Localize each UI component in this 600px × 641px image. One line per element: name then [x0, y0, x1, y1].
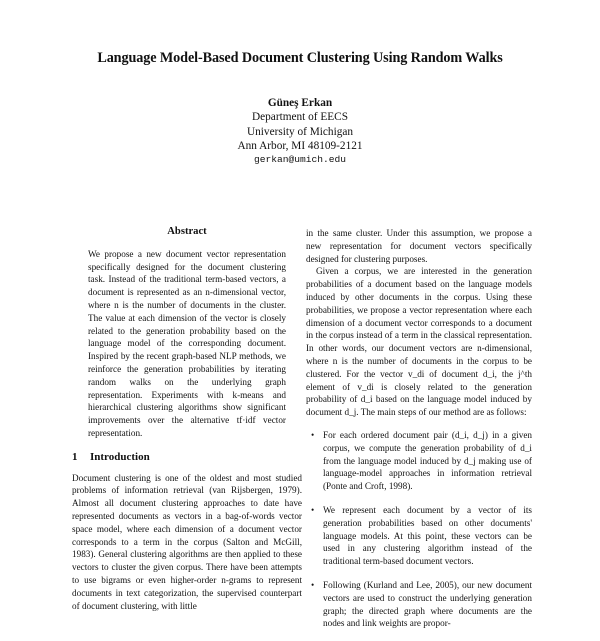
- author-email: gerkan@umich.edu: [253, 154, 347, 166]
- abstract-text: We propose a new document vector representation specifically designed for the document clustering task. Instead of the traditional term-based vectors, a document is represented as an n-dimensional vector, where n is the number of documents in the cluster. The value at each dimension of the vector is closely related to the generation probability based on the language model of the corresponding document. Inspired by the recent graph-based NLP methods, we reinforce the generation probabilities by iterating random walks on the underlying graph representation. Experiments with k-means and hierarchical clustering algorithms show significant improvements over the alternative tf·idf vector representation.: [88, 248, 286, 438]
- list-item-text: For each ordered document pair (d_i, d_j) in a given corpus, we compute the generation probability of d_i from the language model induced by d_j making use of language-model approaches in information retrieval (Ponte and Croft, 1998).: [323, 429, 532, 492]
- list-item: [306, 429, 532, 493]
- intro-paragraph: Document clustering is one of the oldest and most studied problems of information retrieval (van Rijsbergen, 1979). Almost all document clustering approaches to date have represented documents as vectors in a bag-of-words vector space model, where each dimension of a document vector corresponds to a term in the corpus (Salton and McGill, 1983). General clustering algorithms are then applied to these vectors to cluster the given corpus. There have been attempts to use bigrams or even higher-order n-grams to represent documents in text categorization, the supervised counterpart of document clustering, with little: [72, 472, 302, 611]
- paper-title: Language Model-Based Document Clustering Using Random Walks: [97, 50, 503, 66]
- list-item: [306, 504, 532, 568]
- author-university: University of Michigan: [246, 125, 354, 138]
- right-column: [306, 227, 532, 641]
- bullet-icon: •: [311, 429, 315, 440]
- section-title: Introduction: [90, 450, 150, 463]
- abstract-heading: Abstract: [167, 226, 207, 237]
- right-paragraph-main: Given a corpus, we are interested in the generation probabilities of a document based on the language models induced by other documents in the corpus. Using these probabilities, we propose a vector representation where each dimension of a document vector corresponds to a document in the corpus instead of a term in the classical representation. In other words, our document vectors are n-dimensional, where n is the number of documents in the corpus to be clustered. For the vector v_di of document d_i, the j^th element of v_di is closely related to the generation probability of d_i based on the language model induced by document d_j. The main steps of our method are as follows:: [306, 266, 532, 418]
- author-city: Ann Arbor, MI 48109-2121: [237, 139, 363, 152]
- bullet-icon: •: [311, 579, 315, 590]
- section-heading-introduction: [72, 451, 302, 464]
- section-number: 1: [72, 450, 78, 463]
- author-block: [0, 96, 600, 167]
- bullet-icon: •: [311, 504, 315, 515]
- list-item-text: We represent each document by a vector of its generation probabilities based on other documents' language models. At this point, these vectors can be used in any clustering algorithm instead of the traditional term-based document vectors.: [323, 504, 532, 567]
- author-name: Güneş Erkan: [267, 97, 333, 109]
- right-paragraph-continued: in the same cluster. Under this assumption, we propose a new representation for document vectors specifically designed for clustering purposes.: [306, 228, 532, 264]
- left-column: [72, 226, 302, 612]
- list-item: [306, 579, 532, 630]
- author-department: Department of EECS: [251, 111, 348, 124]
- list-item-text: Following (Kurland and Lee, 2005), our new document vectors are used to construct the underlying generation graph; the directed graph where documents are the nodes and link weights are propor-: [323, 579, 532, 629]
